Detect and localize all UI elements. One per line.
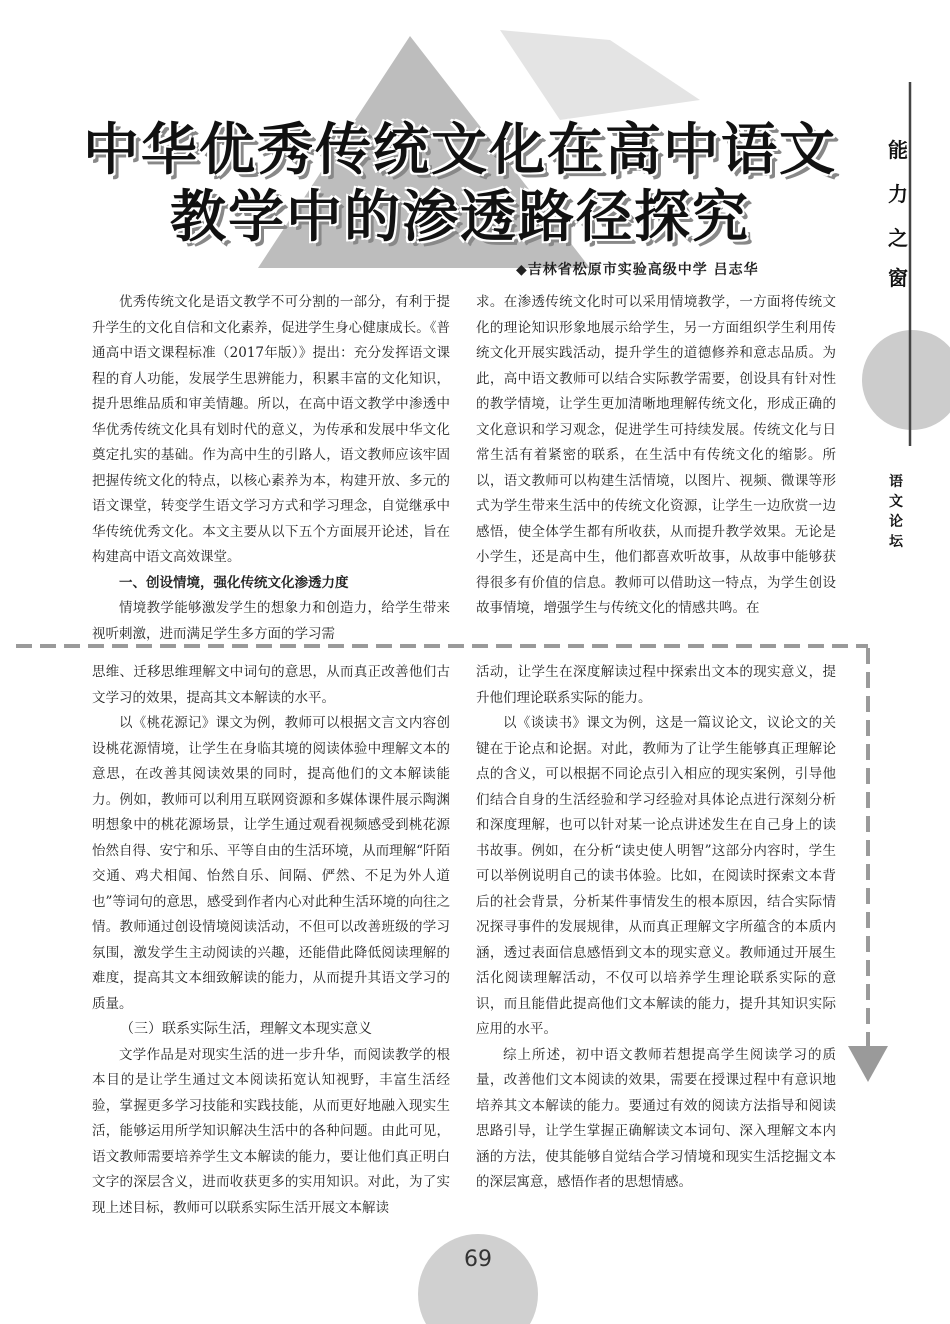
column-name-char: 之	[888, 226, 908, 250]
body-paragraph: 求。在渗透传统文化时可以采用情境教学，一方面将传统文化的理论知识形象地展示给学生，另一方面组织学生利用传统文化开展实践活动，提升学生的道德修养和意志品质。为此，高中语文教师可以结合实际教学需要，创设具有针对性的教学情境，让学生更加清晰地理解传统文化，形成正确的文化意识和学习观念，促进学生可持续发展。传统文化与日常生活有着紧密的联系，在生活中有传统文化的缩影。所以，语文教师可以构建生活情境，以图片、视频、微课等形式为学生带来生活中的传统文化资源，让学生一边欣赏一边感悟，使全体学生都有所收获，从而提升教学效果。无论是小学生，还是高中生，他们都喜欢听故事，从故事中能够获得很多有价值的信息。教师可以借助这一特点，为学生创设故事情境，增强学生与传统文化的情感共鸣。在	[476, 294, 836, 616]
intro-paragraph: 优秀传统文化是语文教学不可分割的一部分，有利于提升学生的文化自信和文化素养，促进学生身心健康成长。《普通高中语文课程标准（2017年版）》提出：充分发挥语文课程的育人功能，发展学生思辨能力，积累丰富的文化知识，提升思维品质和审美情趣。所以，在高中语文教学中渗透中华优秀传统文化具有划时代的意义，为传承和发展中华文化奠定扎实的基础。作为高中生的引路人，语文教师应该牢固把握传统文化的特点，以核心素养为本，构建开放、多元的语文课堂，转变学生语文学习方式和学习理念，自觉继承中华传统优秀文化。本文主要从以下五个方面展开论述，旨在构建高中语文高效课堂。	[92, 294, 450, 565]
conclusion-paragraph: 综上所述，初中语文教师若想提高学生阅读学习的质量，改善他们文本阅读的效果，需要在授课过程中有意识地培养其文本解读的能力。要通过有效的阅读方法指导和阅读思路引导，让学生掌握正确解读文本词句、深入理解文本内涵的方法，使其能够自觉结合学习情境和现实生活挖掘文本的深层寓意，感悟作者的思想情感。	[476, 1046, 836, 1190]
body-paragraph: 以《桃花源记》课文为例，教师可以根据文言文内容创设桃花源情境，让学生在身临其境的阅读体验中理解文本的意思，在改善其阅读效果的同时，提高他们的文本解读能力。例如，教师可以利用互联网资源和多媒体课件展示陶渊明想象中的桃花源场景，让学生通过观看视频感受到桃花源怡然自得、安宁和乐、平等自由的生活环境，从而理解“阡陌交通、鸡犬相闻、怡然自乐、间隔、俨然、不足为外人道也”等词句的意思，感受到作者内心对此种生活环境的向往之情。教师通过创设情境阅读活动，不但可以改善班级的学习氛围，激发学生主动阅读的兴趣，还能借此降低阅读理解的难度，提高其文本细致解读的能力，从而提升其语文学习的质量。	[92, 715, 450, 1012]
section-name-char: 论	[889, 514, 903, 530]
header-diamond-shape	[500, 30, 700, 120]
column-name-char: 窗	[888, 266, 908, 290]
upper-right-column	[476, 290, 836, 622]
upper-left-column	[92, 290, 450, 647]
section-heading-1: 一、创设情境，强化传统文化渗透力度	[119, 574, 349, 591]
lower-left-column	[92, 660, 450, 1221]
section-name-char: 文	[889, 494, 903, 510]
page-number: 69	[464, 1247, 492, 1272]
body-paragraph: 活动，让学生在深度解读过程中探索出文本的现实意义，提升他们理论联系实际的能力。	[476, 664, 836, 706]
body-paragraph: 思维、迁移思维理解文中词句的意思，从而真正改善他们古文学习的效果，提高其文本解读的水平。	[92, 664, 450, 706]
section-name-char: 语	[889, 474, 903, 490]
column-name-char: 力	[888, 182, 908, 206]
column-name-char: 能	[888, 138, 908, 162]
body-paragraph: 以《谈读书》课文为例，这是一篇议论文，议论文的关键在于论点和论据。对此，教师为了让学生能够真正理解论点的含义，可以根据不同论点引入相应的现实案例，引导他们结合自身的生活经验和学习经验对具体论点进行深刻分析和深度理解，也可以针对某一论点讲述发生在自己身上的读书故事。例如，在分析“读史使人明智”这部分内容时，学生可以举例说明自己的读书体验。比如，在阅读时探索文本背后的社会背景，分析某件事情发生的根本原因，结合实际情况探寻事件的发展规律，从而真正理解文字所蕴含的本质内涵，透过表面信息感悟到文本的现实意义。教师通过开展生活化阅读理解活动，不仅可以培养学生理论联系实际的意识，而且能借此提高他们文本解读的能力，提升其知识实际应用的水平。	[476, 715, 836, 1037]
author-line: ◆吉林省松原市实验高级中学 吕志华	[516, 262, 759, 278]
article-title-line-1: 中华优秀传统文化在高中语文	[83, 118, 837, 183]
body-paragraph: 文学作品是对现实生活的进一步升华，而阅读教学的根本目的是让学生通过文本阅读拓宽认知视野，丰富生活经验，掌握更多学习技能和实践技能，从而更好地融入现实生活，能够运用所学知识解决生活中的各种问题。由此可见，语文教师需要培养学生文本解读的能力，要让他们真正明白文字的深层含义，进而收获更多的实用知识。对此，为了实现上述目标，教师可以联系实际生活开展文本解读	[92, 1046, 450, 1216]
body-paragraph: 情境教学能够激发学生的想象力和创造力，给学生带来视听刺激，进而满足学生多方面的学习需	[92, 600, 450, 642]
lower-right-column	[476, 660, 836, 1196]
section-name	[886, 472, 906, 552]
section-name-char: 坛	[889, 534, 903, 550]
flow-arrow-head	[848, 1046, 888, 1082]
article-title-line-2: 教学中的渗透路径探究	[170, 185, 750, 250]
section-heading-3: （三）联系实际生活，理解文本现实意义	[120, 1021, 372, 1037]
sidebar-circle	[862, 330, 950, 430]
